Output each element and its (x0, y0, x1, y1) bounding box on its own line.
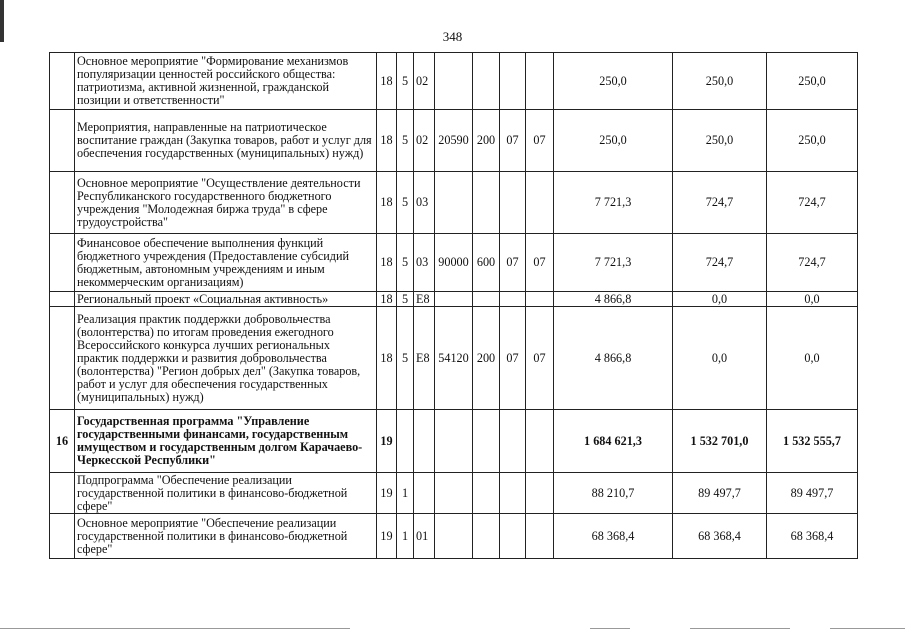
code-event: E8 (414, 292, 435, 307)
table-body (50, 53, 858, 559)
code-program: 18 (377, 172, 397, 234)
amount-year-1: 1 684 621,3 (554, 410, 673, 473)
code-section (500, 292, 526, 307)
table-row (50, 172, 858, 234)
table-row (50, 292, 858, 307)
amount-year-3: 89 497,7 (767, 473, 858, 514)
amount-year-1: 7 721,3 (554, 172, 673, 234)
code-subsection: 07 (526, 234, 554, 292)
item-name: Основное мероприятие "Осуществление деятельности Республиканского государственного бюджетного учреждения "Молодежная биржа труда" в сфере трудоустройства" (75, 172, 377, 234)
code-subprogram: 1 (397, 514, 414, 559)
code-direction (435, 292, 473, 307)
code-subprogram: 5 (397, 53, 414, 110)
row-number (50, 473, 75, 514)
row-number: 16 (50, 410, 75, 473)
row-number (50, 110, 75, 172)
code-section (500, 410, 526, 473)
code-direction: 54120 (435, 307, 473, 410)
code-direction (435, 53, 473, 110)
item-name: Основное мероприятие "Формирование механизмов популяризации ценностей российского общества: патриотизма, активной жизненной, гражданской позиции и ответственности" (75, 53, 377, 110)
budget-table (49, 52, 858, 559)
code-subsection (526, 410, 554, 473)
item-name: Региональный проект «Социальная активность» (75, 292, 377, 307)
page-number: 348 (442, 29, 463, 44)
amount-year-2: 1 532 701,0 (673, 410, 767, 473)
amount-year-3: 724,7 (767, 234, 858, 292)
code-program: 18 (377, 307, 397, 410)
code-subprogram: 1 (397, 473, 414, 514)
scan-edge-line (690, 628, 790, 629)
table-row (50, 307, 858, 410)
code-program: 18 (377, 234, 397, 292)
amount-year-2: 724,7 (673, 234, 767, 292)
code-expense-type: 200 (473, 307, 500, 410)
code-event (414, 410, 435, 473)
code-subprogram: 5 (397, 234, 414, 292)
code-program: 19 (377, 410, 397, 473)
code-direction: 20590 (435, 110, 473, 172)
table-row (50, 53, 858, 110)
row-number (50, 53, 75, 110)
amount-year-3: 250,0 (767, 110, 858, 172)
code-direction (435, 410, 473, 473)
code-subsection (526, 514, 554, 559)
item-name: Основное мероприятие "Обеспечение реализации государственной политики в финансово-бюджетной сфере" (75, 514, 377, 559)
scan-edge-line (0, 628, 350, 629)
code-subprogram: 5 (397, 292, 414, 307)
item-name: Мероприятия, направленные на патриотическое воспитание граждан (Закупка товаров, работ и услуг для обеспечения государственных (муниципальных) нужд) (75, 110, 377, 172)
item-name: Государственная программа "Управление государственными финансами, государственным имуществом и государственным долгом Карачаево-Черкесской Республики" (75, 410, 377, 473)
code-section (500, 172, 526, 234)
row-number (50, 292, 75, 307)
item-name: Финансовое обеспечение выполнения функций бюджетного учреждения (Предоставление субсидий бюджетным, автономным учреждениям и иным некоммерческим организациям) (75, 234, 377, 292)
code-expense-type (473, 514, 500, 559)
code-expense-type (473, 473, 500, 514)
code-subprogram: 5 (397, 110, 414, 172)
code-event: 03 (414, 172, 435, 234)
amount-year-3: 250,0 (767, 53, 858, 110)
row-number (50, 307, 75, 410)
row-number (50, 514, 75, 559)
code-event: 02 (414, 53, 435, 110)
table-row (50, 514, 858, 559)
item-name: Подпрограмма "Обеспечение реализации государственной политики в финансово-бюджетной сфере" (75, 473, 377, 514)
code-event: E8 (414, 307, 435, 410)
item-name: Реализация практик поддержки добровольчества (волонтерства) по итогам проведения ежегодного Всероссийского конкурса лучших региональных практик поддержки и развития добровольчества (волонтерства) "Регион добрых дел" (Закупка товаров, работ и услуг для обеспечения государственных (муниципальных) нужд) (75, 307, 377, 410)
amount-year-2: 68 368,4 (673, 514, 767, 559)
amount-year-1: 250,0 (554, 53, 673, 110)
amount-year-1: 4 866,8 (554, 292, 673, 307)
amount-year-1: 68 368,4 (554, 514, 673, 559)
code-direction (435, 172, 473, 234)
row-number (50, 234, 75, 292)
code-direction: 90000 (435, 234, 473, 292)
code-subsection (526, 53, 554, 110)
code-expense-type: 600 (473, 234, 500, 292)
code-program: 18 (377, 110, 397, 172)
amount-year-1: 250,0 (554, 110, 673, 172)
code-event: 03 (414, 234, 435, 292)
code-subsection (526, 292, 554, 307)
code-subsection (526, 473, 554, 514)
amount-year-1: 88 210,7 (554, 473, 673, 514)
code-section: 07 (500, 307, 526, 410)
code-expense-type (473, 172, 500, 234)
code-section: 07 (500, 234, 526, 292)
code-expense-type (473, 53, 500, 110)
table-row (50, 110, 858, 172)
code-expense-type (473, 410, 500, 473)
code-expense-type (473, 292, 500, 307)
scan-edge-line (830, 628, 905, 629)
row-number (50, 172, 75, 234)
code-program: 18 (377, 292, 397, 307)
code-direction (435, 514, 473, 559)
amount-year-3: 0,0 (767, 307, 858, 410)
code-event: 02 (414, 110, 435, 172)
amount-year-2: 0,0 (673, 307, 767, 410)
code-program: 18 (377, 53, 397, 110)
code-section (500, 473, 526, 514)
table-row (50, 234, 858, 292)
code-direction (435, 473, 473, 514)
scan-edge-line (590, 628, 630, 629)
code-subprogram: 5 (397, 172, 414, 234)
amount-year-3: 724,7 (767, 172, 858, 234)
code-expense-type: 200 (473, 110, 500, 172)
code-subsection: 07 (526, 307, 554, 410)
amount-year-3: 1 532 555,7 (767, 410, 858, 473)
amount-year-2: 250,0 (673, 110, 767, 172)
code-program: 19 (377, 473, 397, 514)
code-section (500, 514, 526, 559)
table-row (50, 410, 858, 473)
amount-year-2: 89 497,7 (673, 473, 767, 514)
code-subsection (526, 172, 554, 234)
amount-year-3: 0,0 (767, 292, 858, 307)
amount-year-2: 724,7 (673, 172, 767, 234)
amount-year-2: 250,0 (673, 53, 767, 110)
code-event (414, 473, 435, 514)
code-section: 07 (500, 110, 526, 172)
code-subprogram (397, 410, 414, 473)
amount-year-1: 4 866,8 (554, 307, 673, 410)
code-section (500, 53, 526, 110)
code-program: 19 (377, 514, 397, 559)
code-event: 01 (414, 514, 435, 559)
amount-year-2: 0,0 (673, 292, 767, 307)
amount-year-3: 68 368,4 (767, 514, 858, 559)
table-row (50, 473, 858, 514)
code-subprogram: 5 (397, 307, 414, 410)
amount-year-1: 7 721,3 (554, 234, 673, 292)
code-subsection: 07 (526, 110, 554, 172)
